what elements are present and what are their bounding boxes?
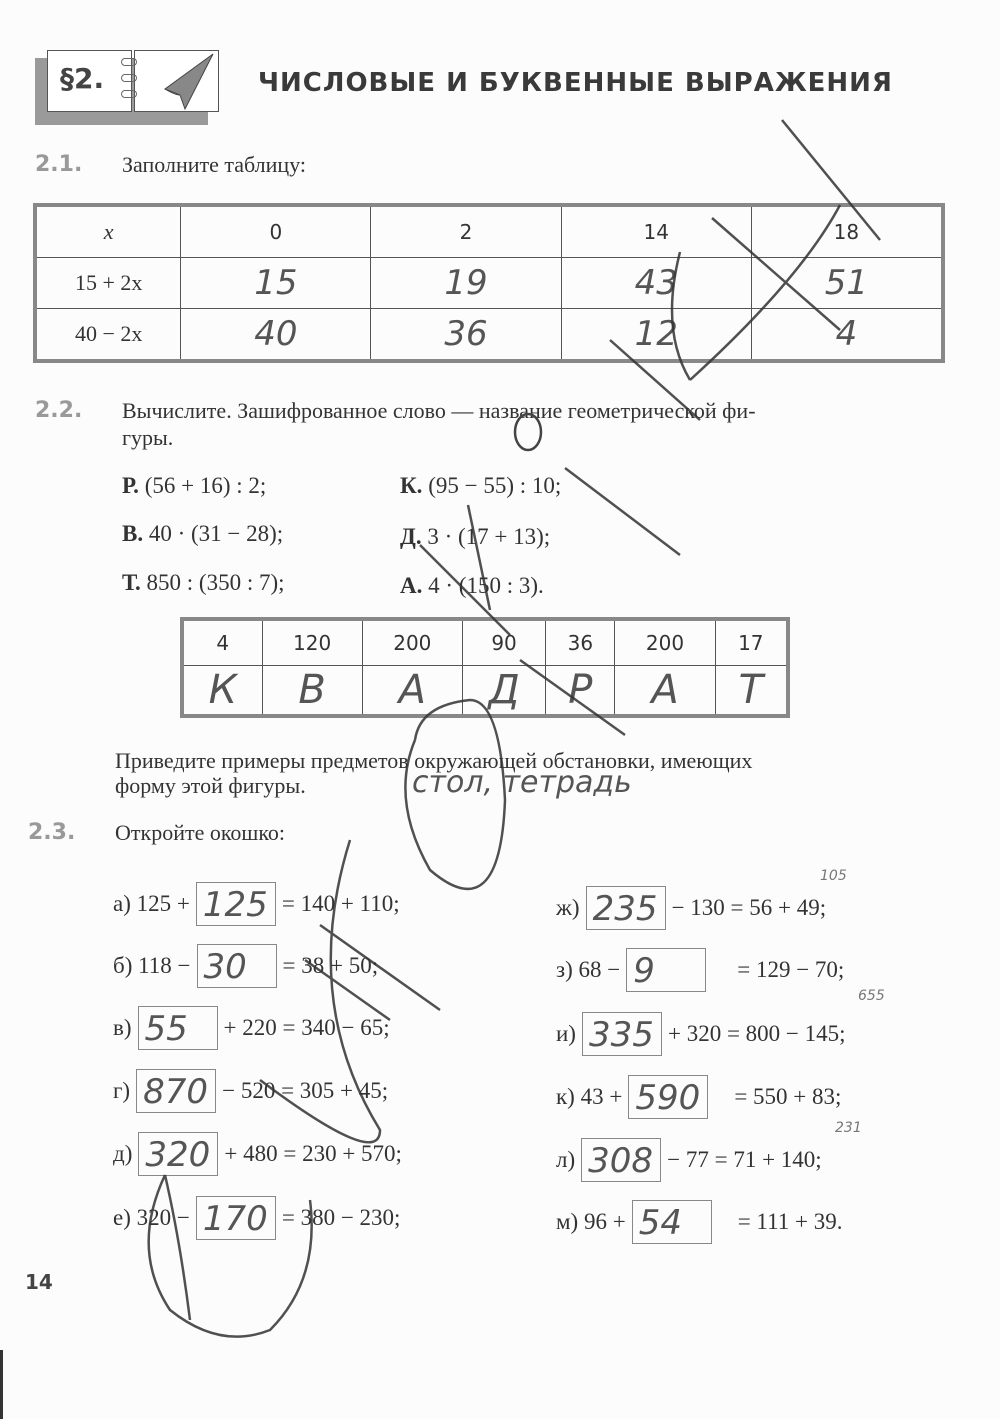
item-label: м) bbox=[556, 1209, 579, 1234]
equation-after: = 38 + 50; bbox=[282, 953, 379, 978]
handwritten-answer[interactable]: стол, тетрадь bbox=[412, 765, 632, 800]
equation-after: = 140 + 110; bbox=[281, 891, 400, 916]
table-cell: x bbox=[35, 205, 181, 258]
equation-after: − 130 = 56 + 49; bbox=[671, 895, 827, 920]
exercise-number: 2.2. bbox=[35, 398, 83, 423]
item-label: е) bbox=[113, 1205, 131, 1230]
answer-cell[interactable]: 4 bbox=[751, 309, 943, 362]
item-label: л) bbox=[556, 1147, 576, 1172]
expression-text: 850 : (350 : 7); bbox=[146, 570, 285, 595]
equation-after: + 480 = 230 + 570; bbox=[224, 1141, 402, 1166]
expression-item bbox=[400, 524, 550, 550]
cipher-number: 90 bbox=[462, 619, 545, 665]
item-label: к) bbox=[556, 1084, 575, 1109]
answer-box[interactable]: 125 bbox=[196, 882, 276, 926]
followup-instruction: форму этой фигуры. bbox=[115, 773, 306, 798]
expression-text: 40 · (31 − 28); bbox=[148, 521, 284, 546]
equation-before: 118 − bbox=[138, 953, 191, 978]
answer-cell[interactable]: 43 bbox=[561, 258, 751, 309]
exercise-instruction: Заполните таблицу: bbox=[122, 152, 307, 177]
expression-text: 4 · (150 : 3). bbox=[428, 573, 544, 598]
letter-label: Т. bbox=[122, 570, 141, 595]
equation-row bbox=[556, 1200, 842, 1244]
item-label: з) bbox=[556, 957, 573, 982]
letter-label: А. bbox=[400, 573, 423, 598]
answer-box[interactable]: 54 bbox=[632, 1200, 712, 1244]
equation-row bbox=[113, 944, 378, 988]
page-curl-icon bbox=[135, 51, 218, 111]
cipher-letter[interactable]: В bbox=[262, 665, 362, 716]
answer-box[interactable]: 170 bbox=[196, 1196, 276, 1240]
cipher-number: 200 bbox=[362, 619, 462, 665]
equation-row bbox=[556, 1012, 846, 1056]
margin-note: 231 bbox=[835, 1120, 862, 1136]
letter-label: Р. bbox=[122, 473, 139, 498]
exercise-instruction: Откройте окошко: bbox=[115, 820, 286, 845]
table-header-row bbox=[35, 205, 943, 258]
cipher-table bbox=[180, 617, 790, 718]
page-edge bbox=[0, 1350, 3, 1419]
letter-label: В. bbox=[122, 521, 144, 546]
page-number: 14 bbox=[25, 1270, 53, 1294]
answer-box[interactable]: 590 bbox=[628, 1075, 708, 1119]
letter-label: К. bbox=[400, 473, 423, 498]
equation-before: 96 + bbox=[583, 1209, 626, 1234]
equation-row bbox=[113, 1196, 400, 1240]
item-label: и) bbox=[556, 1021, 576, 1046]
row-label: 15 + 2x bbox=[35, 258, 181, 309]
answer-cell[interactable]: 36 bbox=[371, 309, 561, 362]
cipher-letter[interactable]: Д bbox=[462, 665, 545, 716]
equation-after: − 520 = 305 + 45; bbox=[222, 1078, 389, 1103]
item-label: ж) bbox=[556, 895, 580, 920]
cipher-number: 120 bbox=[262, 619, 362, 665]
answer-box[interactable]: 9 bbox=[626, 948, 706, 992]
row-label: 40 − 2x bbox=[35, 309, 181, 362]
cipher-letters-row bbox=[182, 665, 788, 716]
answer-box[interactable]: 235 bbox=[586, 886, 666, 930]
expression-item bbox=[400, 473, 561, 499]
expression-item bbox=[122, 473, 266, 499]
answer-cell[interactable]: 51 bbox=[751, 258, 943, 309]
cipher-number: 17 bbox=[715, 619, 788, 665]
cipher-letter[interactable]: Т bbox=[715, 665, 788, 716]
expression-item bbox=[122, 521, 283, 547]
cipher-number: 4 bbox=[182, 619, 262, 665]
exercise-instruction: Вычислите. Зашифрованное слово — название геометрической фи- bbox=[122, 398, 756, 423]
item-label: г) bbox=[113, 1078, 131, 1103]
margin-note: 655 bbox=[858, 988, 885, 1004]
margin-note: 105 bbox=[820, 868, 847, 884]
equation-after: − 77 = 71 + 140; bbox=[667, 1147, 822, 1172]
answer-cell[interactable]: 12 bbox=[561, 309, 751, 362]
fill-table bbox=[33, 203, 945, 363]
answer-box[interactable]: 320 bbox=[138, 1132, 218, 1176]
answer-box[interactable]: 335 bbox=[582, 1012, 662, 1056]
exercise-number: 2.3. bbox=[28, 820, 76, 845]
spiral-binding-icon bbox=[121, 58, 137, 106]
answer-cell[interactable]: 19 bbox=[371, 258, 561, 309]
exercise-instruction: гуры. bbox=[122, 425, 174, 450]
answer-box[interactable]: 308 bbox=[581, 1138, 661, 1182]
expression-item bbox=[400, 573, 544, 599]
cipher-numbers-row bbox=[182, 619, 788, 665]
expression-item bbox=[122, 570, 285, 596]
section-number: §2. bbox=[60, 62, 105, 95]
equation-before: 125 + bbox=[136, 891, 190, 916]
equation-row bbox=[556, 886, 826, 930]
equation-after: = 129 − 70; bbox=[737, 957, 845, 982]
cipher-letter[interactable]: А bbox=[615, 665, 715, 716]
item-label: а) bbox=[113, 891, 131, 916]
cipher-letter[interactable]: К bbox=[182, 665, 262, 716]
answer-cell[interactable]: 15 bbox=[181, 258, 371, 309]
page-title: ЧИСЛОВЫЕ И БУКВЕННЫЕ ВЫРАЖЕНИЯ bbox=[258, 68, 893, 98]
item-label: д) bbox=[113, 1141, 133, 1166]
table-cell: 18 bbox=[751, 205, 943, 258]
item-label: б) bbox=[113, 953, 133, 978]
answer-box[interactable]: 55 bbox=[138, 1006, 218, 1050]
equation-after: = 111 + 39. bbox=[737, 1209, 843, 1234]
equation-before: 68 − bbox=[578, 957, 621, 982]
cipher-number: 200 bbox=[615, 619, 715, 665]
equation-after: = 550 + 83; bbox=[734, 1084, 842, 1109]
equation-before: 320 − bbox=[136, 1205, 190, 1230]
cipher-letter[interactable]: А bbox=[362, 665, 462, 716]
answer-box[interactable]: 30 bbox=[197, 944, 277, 988]
cipher-letter[interactable]: Р bbox=[546, 665, 615, 716]
table-cell: 14 bbox=[561, 205, 751, 258]
equation-after: + 320 = 800 − 145; bbox=[667, 1021, 846, 1046]
equation-row bbox=[113, 882, 400, 926]
equation-row bbox=[556, 1075, 841, 1119]
expression-text: (95 − 55) : 10; bbox=[428, 473, 562, 498]
equation-before: 43 + bbox=[580, 1084, 623, 1109]
followup-instruction: Приведите примеры предметов окружающей обстановки, имеющих bbox=[115, 748, 753, 773]
answer-cell[interactable]: 40 bbox=[181, 309, 371, 362]
answer-box[interactable]: 870 bbox=[136, 1069, 216, 1113]
expression-text: 3 · (17 + 13); bbox=[427, 524, 551, 549]
equation-row bbox=[113, 1132, 402, 1176]
notebook-icon bbox=[134, 50, 219, 112]
letter-label: Д. bbox=[400, 524, 422, 549]
exercise-number: 2.1. bbox=[35, 152, 83, 177]
equation-row bbox=[556, 1138, 822, 1182]
equation-row bbox=[113, 1069, 388, 1113]
expression-text: (56 + 16) : 2; bbox=[144, 473, 267, 498]
table-cell: 2 bbox=[371, 205, 561, 258]
equation-row bbox=[113, 1006, 390, 1050]
equation-after: + 220 = 340 − 65; bbox=[223, 1015, 390, 1040]
item-label: в) bbox=[113, 1015, 132, 1040]
equation-after: = 380 − 230; bbox=[281, 1205, 401, 1230]
equation-row bbox=[556, 948, 844, 992]
table-row bbox=[35, 258, 943, 309]
table-cell: 0 bbox=[181, 205, 371, 258]
cipher-number: 36 bbox=[546, 619, 615, 665]
table-row bbox=[35, 309, 943, 362]
